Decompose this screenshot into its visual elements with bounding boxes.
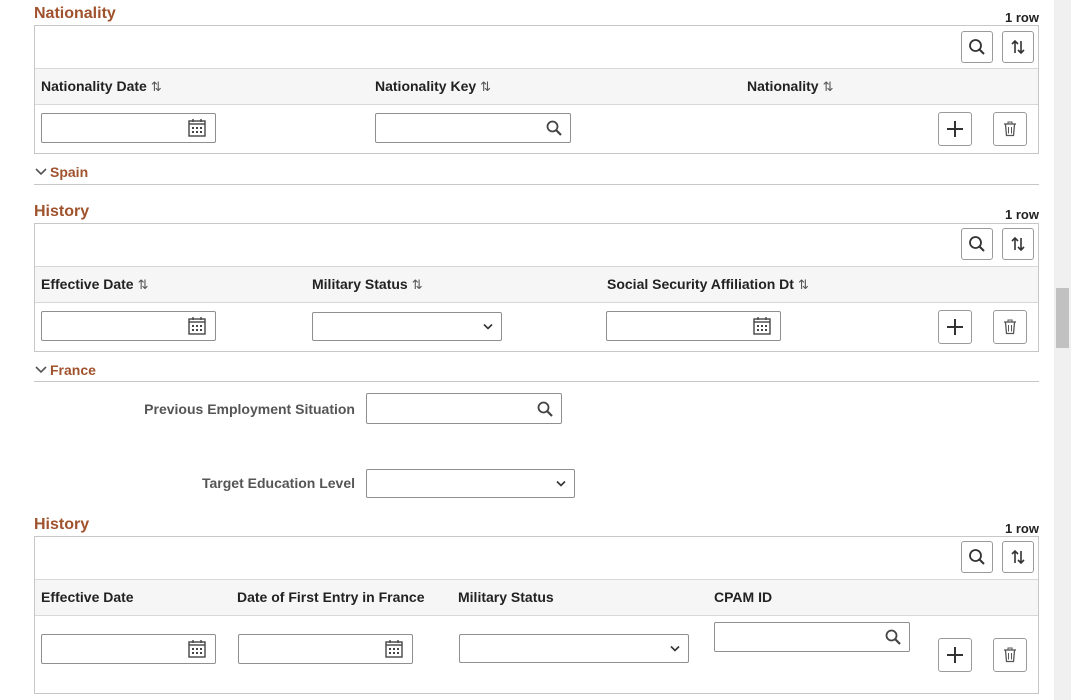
military-status-select[interactable] [459,634,689,663]
nationality-row-count: 1 row [1005,10,1039,25]
target-education-select[interactable] [366,469,575,498]
military-status-select[interactable] [312,312,502,341]
sort-icon [1009,235,1027,253]
chevron-down-icon [483,323,493,330]
ss-affiliation-date-input[interactable] [606,311,781,341]
chevron-down-icon [670,645,680,652]
add-row-button[interactable] [938,310,972,344]
spain-history-grid [34,223,1039,352]
nationality-title: Nationality [34,5,116,22]
delete-row-button[interactable] [993,310,1027,344]
effective-date-input[interactable] [41,311,216,341]
plus-icon [946,120,964,138]
delete-row-button[interactable] [993,112,1027,146]
prev-employment-input[interactable] [366,393,562,424]
col-nationality-date[interactable]: Nationality Date ⇅ [41,78,162,94]
divider [34,184,1039,185]
france-history-title: History [34,516,90,533]
search-icon[interactable] [885,629,901,645]
sort-icon [1009,38,1027,56]
chevron-down-icon [556,480,566,487]
sort-icon: ⇅ [411,277,423,292]
search-icon[interactable] [537,401,553,417]
france-history-grid [34,536,1039,694]
sort-icon: ⇅ [137,277,149,292]
grid-sort-button[interactable] [1002,541,1034,573]
grid-sort-button[interactable] [1002,31,1034,63]
grid-header [35,68,1038,105]
plus-icon [946,646,964,664]
france-history-row-count: 1 row [1005,521,1039,536]
vertical-scrollbar[interactable] [1054,0,1071,700]
nationality-date-input[interactable] [41,113,216,143]
search-icon [968,38,986,56]
spain-history-title: History [34,203,90,220]
trash-icon [1003,647,1017,663]
trash-icon [1003,121,1017,137]
grid-search-button[interactable] [961,228,993,260]
col-military-status: Military Status [458,589,554,605]
calendar-icon[interactable] [187,316,207,336]
sort-icon: ⇅ [150,79,162,94]
spain-collapse-header[interactable]: Spain [34,164,88,180]
col-ss-affiliation-dt[interactable]: Social Security Affiliation Dt ⇅ [607,276,809,292]
grid-search-button[interactable] [961,31,993,63]
col-cpam-id: CPAM ID [714,589,773,605]
col-nationality-key[interactable]: Nationality Key ⇅ [375,78,492,94]
first-entry-date-input[interactable] [238,634,413,664]
grid-sort-button[interactable] [1002,228,1034,260]
grid-header [35,266,1038,303]
search-icon [968,548,986,566]
divider [34,381,1039,382]
nationality-key-input[interactable] [375,113,571,143]
chevron-down-icon [34,362,48,378]
calendar-icon[interactable] [384,639,404,659]
cpam-id-input[interactable] [714,622,910,652]
target-education-label: Target Education Level [202,475,355,491]
delete-row-button[interactable] [993,638,1027,672]
effective-date-input[interactable] [41,634,216,664]
trash-icon [1003,319,1017,335]
col-first-entry-date: Date of First Entry in France [237,589,425,605]
nationality-grid [34,25,1039,154]
col-military-status[interactable]: Military Status ⇅ [312,276,423,292]
search-icon [968,235,986,253]
add-row-button[interactable] [938,638,972,672]
plus-icon [946,318,964,336]
sort-icon: ⇅ [797,277,809,292]
sort-icon: ⇅ [480,79,492,94]
sort-icon [1009,548,1027,566]
col-effective-date[interactable]: Effective Date ⇅ [41,276,149,292]
search-icon[interactable] [546,120,562,136]
sort-icon: ⇅ [822,79,834,94]
col-nationality[interactable]: Nationality ⇅ [747,78,834,94]
col-effective-date: Effective Date [41,589,134,605]
prev-employment-label: Previous Employment Situation [144,401,355,417]
calendar-icon[interactable] [187,639,207,659]
calendar-icon[interactable] [752,316,772,336]
scrollbar-thumb[interactable] [1056,288,1069,348]
chevron-down-icon [34,164,48,180]
france-collapse-header[interactable]: France [34,362,96,378]
grid-search-button[interactable] [961,541,993,573]
spain-history-row-count: 1 row [1005,207,1039,222]
add-row-button[interactable] [938,112,972,146]
calendar-icon[interactable] [187,118,207,138]
grid-header [35,579,1038,616]
